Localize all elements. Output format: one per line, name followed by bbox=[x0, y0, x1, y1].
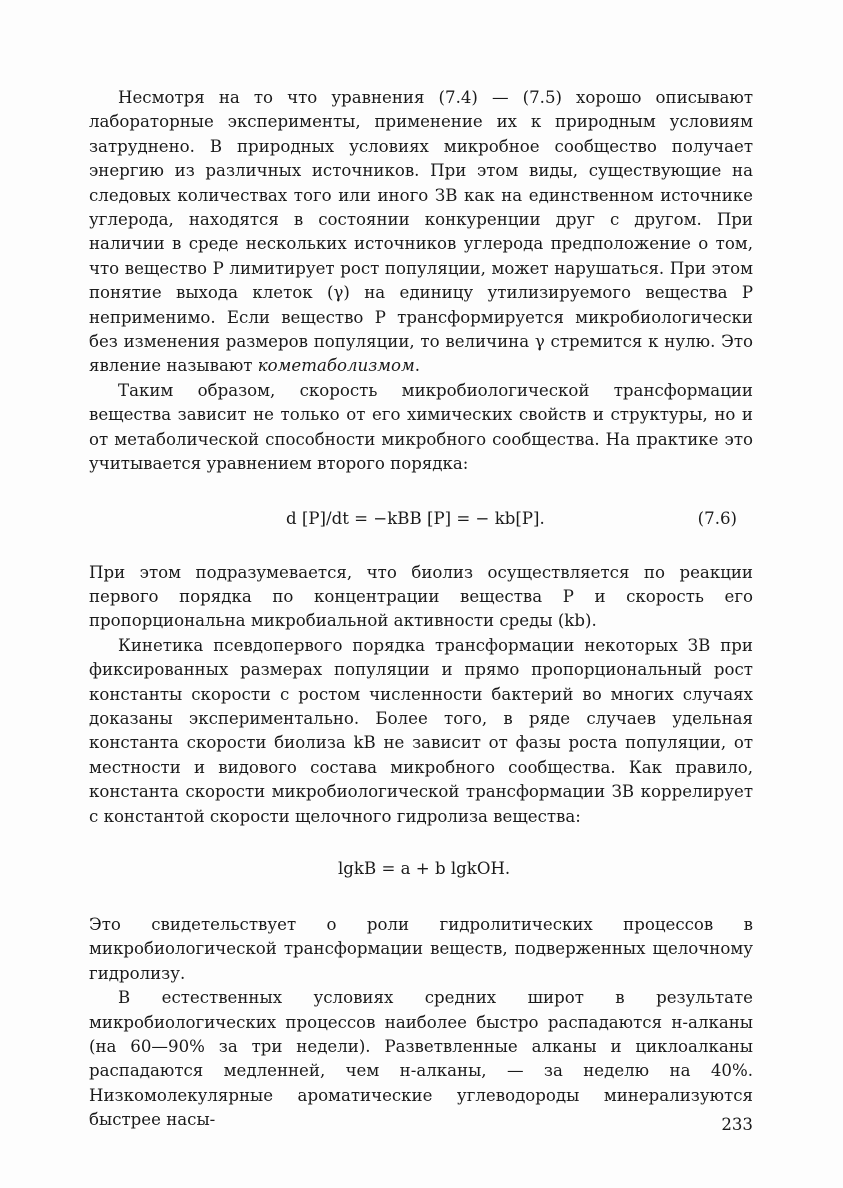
paragraph-1-term: кометаболизмом bbox=[257, 356, 415, 376]
equation-lgk bbox=[89, 857, 753, 881]
equation-7-6-number: (7.6) bbox=[697, 508, 737, 528]
body-text bbox=[89, 86, 753, 1133]
paragraph-2: Таким образом, скорость микробиологической трансформации вещества зависит не только от его химических свойств и структуры, но и от метаболической способности микробного сообщества. На практике это учитывается уравнением второго порядка: bbox=[89, 380, 753, 474]
equation-lgk-body: lgkB = a + b lgkOH. bbox=[338, 858, 511, 878]
equation-7-6-body: d [P]/dt = −kBB [P] = − kb[P]. bbox=[286, 508, 545, 528]
page-number: 233 bbox=[721, 1115, 753, 1134]
paragraph-5: Это свидетельствует о роли гидролитических процессов в микробиологической трансформации веществ, подверженных щелочному гидролизу. bbox=[89, 914, 753, 983]
paragraph-1 bbox=[89, 86, 753, 379]
paragraph-6: В естественных условиях средних широт в результате микробиологических процессов наиболее быстро распадаются н-алканы (на 60—90% за три недели). Разветвленные алканы и циклоалканы распадаются медленней, чем н-алканы, — за неделю на 40%. Низкомолекулярные ароматические углеводороды минерализуются быстрее насы- bbox=[89, 988, 753, 1130]
paragraph-1-end: . bbox=[414, 356, 421, 376]
paragraph-3: При этом подразумевается, что биолиз осуществляется по реакции первого порядка по концентрации вещества Р и скорость его пропорциональна микробиальной активности среды (kb). bbox=[89, 562, 753, 631]
equation-7-6 bbox=[89, 507, 753, 531]
paragraph-1-text: Несмотря на то что уравнения (7.4) — (7.5) хорошо описывают лабораторные эксперименты, применение их к природным условиям затруднено. В природных условиях микробное сообщество получает энергию из различных источников. При этом виды, существующие на следовых количествах того или иного ЗВ как на единственном источнике углерода, находятся в состоянии конкуренции друг с другом. При наличии в среде нескольких источников углерода предположение о том, что вещество Р лимитирует рост популяции, может нарушаться. При этом понятие выхода клеток (γ) на единицу утилизируемого вещества Р неприменимо. Если вещество Р трансформируется микробиологически без изменения размеров популяции, то величина γ стремится к нулю. Это явление называют bbox=[89, 88, 753, 376]
paragraph-4: Кинетика псевдопервого порядка трансформации некоторых ЗВ при фиксированных размерах популяции и прямо пропорциональный рост константы скорости с ростом численности бактерий во многих случаях доказаны экспериментально. Более того, в ряде случаев удельная константа скорости биолиза kB не зависит от фазы роста популяции, от местности и видового состава микробного сообщества. Как правило, константа скорости микробиологической трансформации ЗВ коррелирует с константой скорости щелочного гидролиза вещества: bbox=[89, 635, 753, 826]
